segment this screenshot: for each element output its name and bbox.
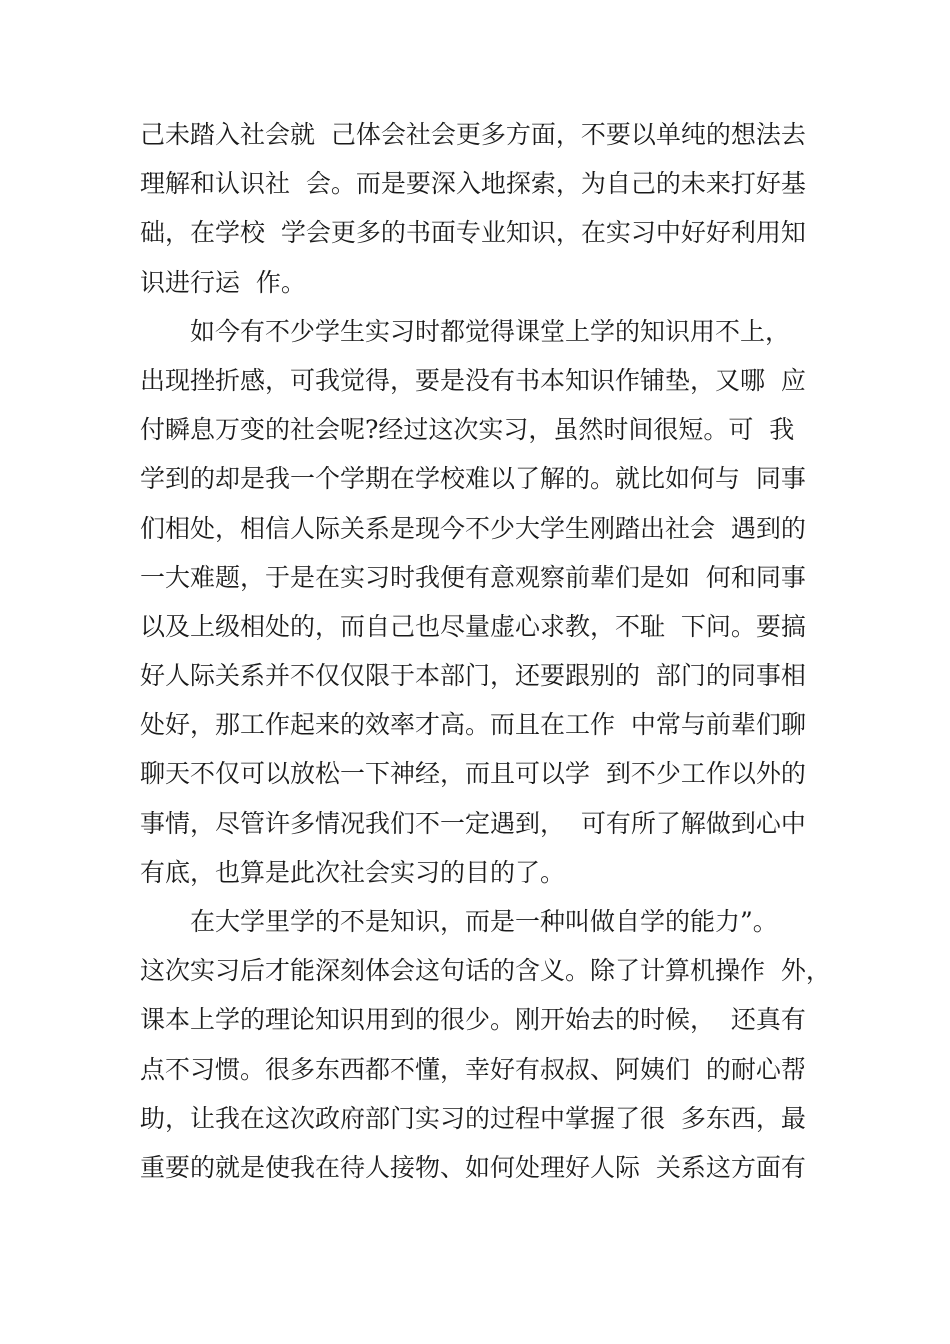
text-line: 识进行运 作。 xyxy=(140,267,306,297)
text-line: 事情，尽管许多情况我们不一定遇到， 可有所了解做到心中 xyxy=(140,808,806,838)
text-line: 好人际关系并不仅仅限于本部门，还要跟别的 部门的同事相 xyxy=(140,661,806,691)
text-line: 聊天不仅可以放松一下神经，而且可以学 到不少工作以外的 xyxy=(140,759,806,789)
text-line: 付瞬息万变的社会呢?经过这次实习，虽然时间很短。可 我 xyxy=(140,415,795,445)
paragraph-start-line: 在大学里学的不是知识，而是一种叫做自学的能力”。 xyxy=(190,907,778,936)
text-line: 点不习惯。很多东西都不懂，幸好有叔叔、阿姨们 的耐心帮 xyxy=(140,1054,806,1084)
text-line: 理解和认识社 会。而是要深入地探索，为自己的未来打好基 xyxy=(140,169,806,199)
text-line: 以及上级相处的，而自己也尽量虚心求教，不耻 下问。要搞 xyxy=(140,611,806,641)
text-line: 己未踏入社会就 己体会社会更多方面，不要以单纯的想法去 xyxy=(140,120,806,149)
text-line: 这次实习后才能深刻体会这句话的含义。除了计算机操作 外， xyxy=(140,956,831,986)
text-line: 有底，也算是此次社会实习的目的了。 xyxy=(140,857,566,887)
text-line: 一大难题，于是在实习时我便有意观察前辈们是如 何和同事 xyxy=(140,562,806,592)
text-line: 学到的却是我一个学期在学校难以了解的。就比如何与 同事 xyxy=(140,464,806,494)
text-line: 课本上学的理论知识用到的很少。刚开始去的时候， 还真有 xyxy=(140,1005,806,1035)
text-line: 处好，那工作起来的效率才高。而且在工作 中常与前辈们聊 xyxy=(140,710,806,740)
text-line: 重要的就是使我在待人接物、如何处理好人际 关系这方面有 xyxy=(140,1152,806,1182)
text-line: 出现挫折感，可我觉得，要是没有书本知识作铺垫，又哪 应 xyxy=(140,365,806,395)
text-line: 础，在学校 学会更多的书面专业知识，在实习中好好利用知 xyxy=(140,218,806,248)
text-line: 们相处，相信人际关系是现今不少大学生刚踏出社会 遇到的 xyxy=(140,513,806,543)
paragraph-start-line: 如今有不少学生实习时都觉得课堂上学的知识用不上， xyxy=(190,316,791,346)
document-body xyxy=(140,110,840,1192)
text-line: 助，让我在这次政府部门实习的过程中掌握了很 多东西，最 xyxy=(140,1103,806,1133)
